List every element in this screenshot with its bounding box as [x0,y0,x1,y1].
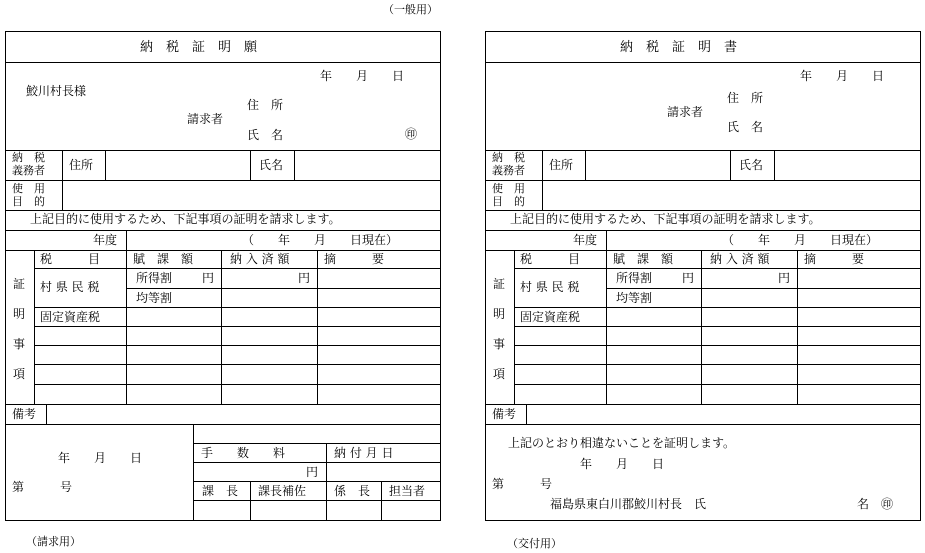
left-addressee: 鮫川村長様 [26,84,87,98]
left-yen-paid: 円 [298,271,311,285]
left-payment-date-label: 納 付 月 日 [334,446,394,460]
left-name-label: 氏 名 [247,128,284,142]
left-row-property-tax: 固定資産税 [40,310,101,324]
left-purpose-label: 使 用 目 的 [12,182,45,208]
right-col-remarks: 摘 要 [804,252,865,266]
left-request-date: 年 月 日 [320,69,405,83]
left-taxpayer-label: 納 税 義務者 [12,151,45,177]
right-issue-date-top: 年 月 日 [800,69,885,83]
left-unit-chief: 係 長 [334,484,371,498]
right-issuer: 福島県東白川郡鮫川村長 氏 [550,497,707,511]
left-seal-mark: ㊞ [405,127,418,141]
left-fee-yen: 円 [306,465,319,479]
right-name-label: 氏 名 [727,120,764,134]
right-taxpayer-label: 納 税 義務者 [492,151,525,177]
left-request-text: 上記目的に使用するため、下記事項の証明を請求します。 [30,212,341,226]
right-fiscal-year: 年度 [573,233,598,247]
left-number: 第 号 [12,480,73,494]
right-request-text: 上記目的に使用するため、下記事項の証明を請求します。 [510,212,821,226]
right-form-title: 納 税 証 明 書 [620,40,738,55]
left-col-assessed: 賦 課 額 [133,252,194,266]
right-row-income-levy: 所得割 [616,271,653,285]
left-fee-label: 手 数 料 [201,446,286,460]
left-col-paid: 納 入 済 額 [230,252,290,266]
right-issuer-name-seal: 名 ㊞ [857,497,894,511]
right-purpose-label: 使 用 目 的 [492,182,525,208]
right-number: 第 号 [492,477,553,491]
right-yen-paid: 円 [778,271,791,285]
right-taxpayer-address-label: 住所 [549,158,574,172]
left-row-village-tax: 村 県 民 税 [40,280,100,294]
right-requester-label: 請求者 [667,105,704,119]
right-col-assessed: 賦 課 額 [613,252,674,266]
left-requester-label: 請求者 [187,112,224,126]
left-officer: 担当者 [389,484,426,498]
right-as-of-date: （ 年 月 日現在） [722,233,879,247]
right-col-paid: 納 入 済 額 [710,252,770,266]
left-certified-items-label: 証 明 事 項 [13,277,26,381]
right-yen-assessed: 円 [682,271,695,285]
right-issue-date: 年 月 日 [580,457,665,471]
right-taxpayer-name-label: 氏名 [739,158,764,172]
right-certify-text: 上記のとおり相違ないことを証明します。 [508,436,736,450]
left-taxpayer-address-label: 住所 [69,158,94,172]
left-col-remarks: 摘 要 [324,252,385,266]
left-taxpayer-name-label: 氏名 [259,158,284,172]
left-notes-label: 備考 [12,407,37,421]
left-row-income-levy: 所得割 [136,271,173,285]
left-deputy-chief: 課長補佐 [258,484,307,498]
left-as-of-date: （ 年 月 日現在） [242,233,399,247]
right-row-property-tax: 固定資産税 [520,310,581,324]
left-fiscal-year: 年度 [93,233,118,247]
right-col-tax-item: 税 目 [520,252,581,266]
left-yen-assessed: 円 [202,271,215,285]
left-issue-date: 年 月 日 [58,451,143,465]
left-address-label: 住 所 [247,98,284,112]
left-row-per-capita: 均等割 [136,291,173,305]
right-certified-items-label: 証 明 事 項 [493,277,506,381]
left-section-chief: 課 長 [202,484,239,498]
right-notes-label: 備考 [492,407,517,421]
right-address-label: 住 所 [727,91,764,105]
right-row-village-tax: 村 県 民 税 [520,280,580,294]
left-form-title: 納 税 証 明 願 [140,40,258,55]
right-footer-label: （交付用） [507,537,562,550]
usage-label: （一般用） [383,3,438,16]
left-footer-label: （請求用） [26,535,81,548]
right-row-per-capita: 均等割 [616,291,653,305]
left-col-tax-item: 税 目 [40,252,101,266]
